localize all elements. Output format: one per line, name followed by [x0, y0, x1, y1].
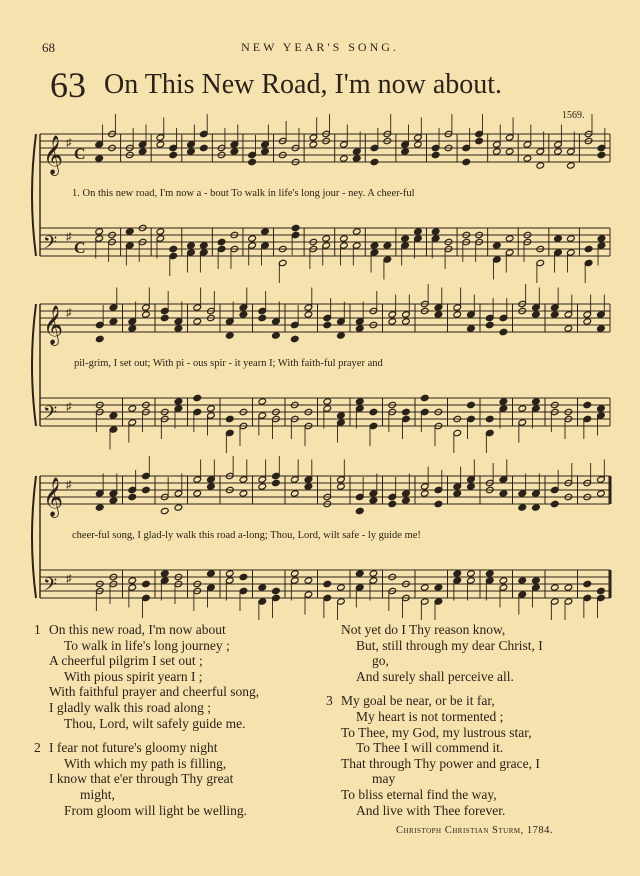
note-head	[193, 394, 202, 401]
note-head	[340, 155, 349, 162]
note-head	[467, 570, 476, 577]
page-number: 68	[42, 40, 55, 55]
note-head	[352, 228, 361, 235]
tune-number: 1569.	[562, 110, 585, 121]
note-head	[550, 584, 559, 591]
note-head	[304, 311, 313, 318]
note-head	[340, 235, 349, 242]
note-head	[388, 318, 397, 325]
note-head	[272, 332, 281, 339]
verse-line: I know that e'er through Thy great	[49, 771, 234, 787]
note-head	[174, 504, 183, 511]
system-brace	[32, 134, 36, 256]
note-head	[434, 311, 443, 318]
treble-clef: 𝄞	[43, 135, 64, 175]
note-head	[564, 584, 573, 591]
note-head	[337, 483, 346, 490]
note-head	[193, 490, 202, 497]
note-head	[217, 238, 226, 245]
system-brace	[32, 476, 36, 598]
note-head	[532, 504, 541, 511]
note-head	[467, 325, 476, 332]
verses-right-column	[326, 622, 626, 818]
note-head	[337, 332, 346, 339]
note-head	[248, 235, 257, 242]
note-head	[169, 151, 178, 158]
note-head	[414, 141, 423, 148]
note-head	[420, 584, 429, 591]
note-head	[160, 314, 169, 321]
note-head	[309, 141, 318, 148]
verse-2	[34, 740, 324, 818]
note-head	[388, 500, 397, 507]
note-head	[272, 479, 281, 486]
note-head	[156, 228, 165, 235]
note-head	[187, 148, 196, 155]
time-signature: C	[74, 146, 86, 163]
note-head	[138, 148, 147, 155]
note-head	[261, 148, 270, 155]
author-credit	[396, 825, 553, 836]
verse-line: To Thee I will commend it.	[356, 740, 504, 756]
note-head	[128, 325, 137, 332]
key-signature-sharp: ♯	[66, 231, 72, 243]
note-head	[597, 587, 606, 594]
verse-line: And surely shall perceive all.	[356, 668, 514, 684]
note-head	[505, 148, 514, 155]
verse-line: To walk in life's long journey ;	[64, 637, 230, 653]
note-head	[499, 328, 508, 335]
note-head	[402, 408, 411, 415]
note-head	[258, 314, 267, 321]
note-head	[142, 486, 151, 493]
note-head	[337, 584, 346, 591]
note-head	[160, 570, 169, 577]
treble-clef: 𝄞	[43, 305, 64, 345]
treble-clef: 𝄞	[43, 477, 64, 517]
note-head	[554, 235, 563, 242]
note-head	[355, 507, 364, 514]
verse-line: To bliss eternal find the way,	[341, 786, 497, 802]
note-head	[193, 318, 202, 325]
note-head	[518, 577, 527, 584]
note-head	[95, 504, 104, 511]
note-head	[402, 318, 411, 325]
note-head	[290, 335, 299, 342]
verse-line: may	[372, 771, 396, 787]
note-head	[485, 570, 494, 577]
note-head	[169, 245, 178, 252]
key-signature-sharp: ♯	[66, 401, 72, 413]
note-head	[370, 242, 379, 249]
note-head	[597, 490, 606, 497]
note-head	[532, 398, 541, 405]
note-head	[550, 500, 559, 507]
note-head	[453, 570, 462, 577]
note-head	[597, 325, 606, 332]
hymn-number: 63	[50, 65, 86, 105]
system-lyrics-3: cheer-ful song, I glad-ly walk this road a-long; Thou, Lord, wilt safe - ly guide me!	[72, 530, 421, 541]
note-head	[485, 415, 494, 422]
verse-line: From gloom will light be welling.	[64, 802, 247, 818]
verse-number: 1	[34, 622, 41, 637]
key-signature-sharp: ♯	[66, 573, 72, 585]
note-head	[467, 483, 476, 490]
note-head	[125, 228, 134, 235]
note-head	[597, 405, 606, 412]
note-head	[401, 148, 410, 155]
note-head	[505, 235, 514, 242]
note-head	[258, 584, 267, 591]
note-head	[352, 155, 361, 162]
note-head	[493, 148, 502, 155]
note-head	[462, 158, 471, 165]
note-head	[499, 490, 508, 497]
note-head	[290, 570, 299, 577]
note-head	[401, 235, 410, 242]
note-head	[207, 483, 216, 490]
note-head	[369, 408, 378, 415]
note-head	[554, 148, 563, 155]
verse-3	[326, 693, 626, 818]
note-head	[355, 398, 364, 405]
note-head	[142, 580, 151, 587]
key-signature-sharp: ♯	[66, 479, 72, 491]
key-signature-sharp: ♯	[66, 307, 72, 319]
verse-line: Thou, Lord, wilt safely guide me.	[64, 715, 246, 731]
note-head	[414, 228, 423, 235]
note-head	[355, 570, 364, 577]
note-head	[434, 500, 443, 507]
note-head	[523, 155, 532, 162]
note-head	[261, 228, 270, 235]
note-head	[95, 335, 104, 342]
note-head	[431, 151, 440, 158]
note-head	[109, 412, 118, 419]
note-head	[420, 490, 429, 497]
verse-line: A cheerful pilgrim I set out ;	[49, 653, 203, 669]
key-signature-sharp: ♯	[66, 137, 72, 149]
verse-line: go,	[372, 653, 389, 669]
note-head	[493, 242, 502, 249]
note-head	[95, 155, 104, 162]
verse-number: 3	[326, 693, 333, 709]
note-head	[431, 228, 440, 235]
system-brace	[32, 304, 36, 426]
note-head	[567, 162, 576, 169]
note-head	[499, 577, 508, 584]
note-head	[225, 332, 234, 339]
note-head	[532, 311, 541, 318]
note-head	[109, 318, 118, 325]
note-head	[109, 497, 118, 504]
note-head	[160, 507, 169, 514]
note-head	[518, 405, 527, 412]
note-head	[564, 325, 573, 332]
verse-line: To Thee, my God, my lustrous star,	[341, 724, 532, 740]
note-head	[95, 228, 104, 235]
note-head	[337, 412, 346, 419]
note-head	[597, 151, 606, 158]
time-signature: C	[74, 240, 86, 257]
note-head	[207, 405, 216, 412]
note-head	[239, 311, 248, 318]
note-head	[475, 137, 484, 144]
note-head	[370, 158, 379, 165]
note-head	[536, 162, 545, 169]
author-name: Christoph Christian Sturm,	[396, 825, 524, 836]
verse-number: 2	[34, 740, 41, 756]
note-head	[369, 497, 378, 504]
verse-line: With faithful prayer and cheerful song,	[49, 684, 260, 700]
note-head	[248, 158, 257, 165]
note-head	[304, 483, 313, 490]
note-head	[355, 325, 364, 332]
verse-line: But, still through my dear Christ, I	[356, 637, 543, 653]
note-head	[383, 242, 392, 249]
note-head	[200, 242, 209, 249]
note-head	[323, 321, 332, 328]
note-head	[453, 490, 462, 497]
verse-line: With pious spirit yearn I ;	[64, 668, 203, 684]
verse-line: 1 On this new road, I'm now about	[34, 622, 226, 637]
note-head	[485, 321, 494, 328]
verse-line: might,	[80, 786, 115, 802]
note-head	[174, 398, 183, 405]
author-year: 1784.	[526, 825, 553, 836]
note-head	[322, 235, 331, 242]
note-head	[453, 311, 462, 318]
note-head	[200, 144, 209, 151]
verse-line: 2 I fear not future's gloomy night	[34, 740, 218, 756]
note-head	[532, 577, 541, 584]
note-head	[583, 580, 592, 587]
note-head	[128, 405, 137, 412]
note-head	[187, 242, 196, 249]
note-head	[434, 584, 443, 591]
verse-1	[34, 622, 324, 731]
note-head	[142, 311, 151, 318]
verse-line: 3 My goal be near, or be it far,	[326, 693, 495, 709]
note-head	[597, 235, 606, 242]
verses-left-column	[34, 622, 324, 818]
verse-line: With which my path is filling,	[64, 755, 227, 771]
note-head	[402, 497, 411, 504]
note-head	[369, 570, 378, 577]
note-head	[323, 398, 332, 405]
note-head	[290, 490, 299, 497]
note-head	[420, 394, 429, 401]
note-head	[174, 325, 183, 332]
note-head	[583, 401, 592, 408]
note-head	[225, 415, 234, 422]
note-head	[567, 235, 576, 242]
verse-line: I gladly walk this road along ;	[49, 699, 211, 715]
bass-clef: 𝄢	[43, 233, 58, 258]
note-head	[467, 401, 476, 408]
note-head	[584, 245, 593, 252]
note-head	[258, 483, 267, 490]
note-head	[323, 580, 332, 587]
note-head	[272, 587, 281, 594]
verse-line: And live with Thee forever.	[356, 802, 506, 818]
note-head	[230, 148, 239, 155]
note-head	[239, 573, 248, 580]
note-head	[225, 570, 234, 577]
note-head	[156, 141, 165, 148]
note-head	[550, 311, 559, 318]
bass-clef: 𝄢	[43, 575, 58, 600]
note-head	[128, 577, 137, 584]
note-head	[239, 490, 248, 497]
note-head	[518, 504, 527, 511]
system-lyrics-1: 1. On this new road, I'm now a - bout To walk in life's long jour - ney. A cheer-ful	[72, 188, 415, 199]
note-head	[291, 224, 300, 231]
note-head	[499, 398, 508, 405]
system-lyrics-2: pil-grim, I set out; With pi - ous spir - it yearn I; With faith-ful prayer and	[74, 358, 383, 369]
note-head	[207, 570, 216, 577]
note-head	[304, 577, 313, 584]
verse-line: My heart is not tormented ;	[356, 708, 504, 724]
running-head: NEW YEAR'S SONG.	[241, 40, 399, 54]
hymn-title: On This New Road, I'm now about.	[104, 69, 503, 100]
note-head	[128, 493, 137, 500]
note-head	[258, 398, 267, 405]
verse-line: Not yet do I Thy reason know,	[341, 622, 506, 637]
verse-line: That through Thy power and grace, I	[341, 755, 540, 771]
bass-clef: 𝄢	[43, 403, 58, 428]
note-head	[583, 318, 592, 325]
